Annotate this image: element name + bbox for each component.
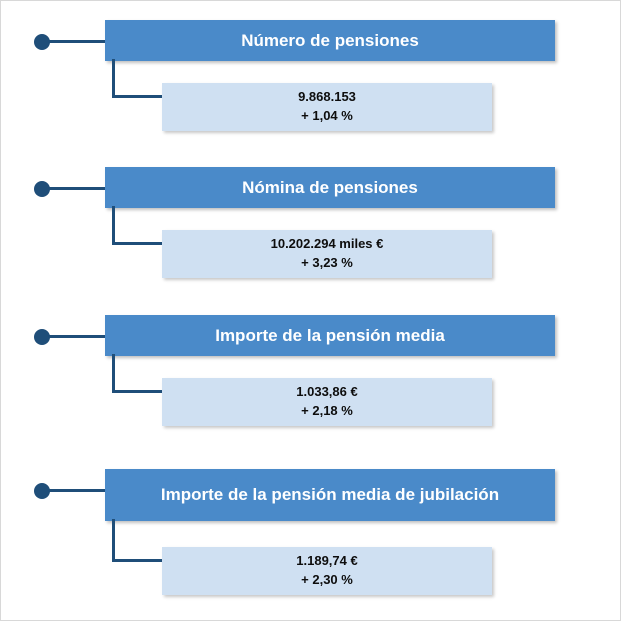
value-main-2: 10.202.294 miles € [270, 236, 384, 252]
value-main-4: 1.189,74 € [296, 553, 358, 569]
header-box-2[interactable] [105, 167, 555, 208]
header-box-3[interactable] [105, 315, 555, 356]
header-box-1[interactable] [105, 20, 555, 61]
connector-line-elbow [112, 559, 164, 562]
value-box-2[interactable] [162, 230, 492, 278]
connector-line-elbow [112, 242, 164, 245]
connector-line-vertical [112, 59, 115, 97]
value-main-1: 9.868.153 [298, 89, 356, 105]
value-change-1: + 1,04 % [301, 108, 353, 123]
header-label-3: Importe de la pensión media [215, 325, 445, 345]
header-label-2: Nómina de pensiones [242, 177, 418, 197]
connector-line-horizontal [46, 335, 111, 338]
header-label-4: Importe de la pensión media de jubilación [160, 485, 500, 504]
value-change-4: + 2,30 % [301, 572, 353, 587]
value-box-1[interactable] [162, 83, 492, 131]
value-box-4[interactable] [162, 547, 492, 595]
value-box-3[interactable] [162, 378, 492, 426]
header-box-4[interactable] [105, 469, 555, 521]
connector-line-horizontal [46, 40, 111, 43]
connector-line-vertical [112, 519, 115, 561]
connector-line-vertical [112, 354, 115, 392]
value-main-3: 1.033,86 € [296, 384, 358, 400]
value-change-2: + 3,23 % [301, 255, 353, 270]
connector-line-horizontal [46, 489, 111, 492]
value-change-3: + 2,18 % [301, 403, 353, 418]
header-label-1: Número de pensiones [241, 30, 419, 50]
connector-line-elbow [112, 390, 164, 393]
connector-line-elbow [112, 95, 164, 98]
connector-line-vertical [112, 206, 115, 244]
connector-line-horizontal [46, 187, 111, 190]
